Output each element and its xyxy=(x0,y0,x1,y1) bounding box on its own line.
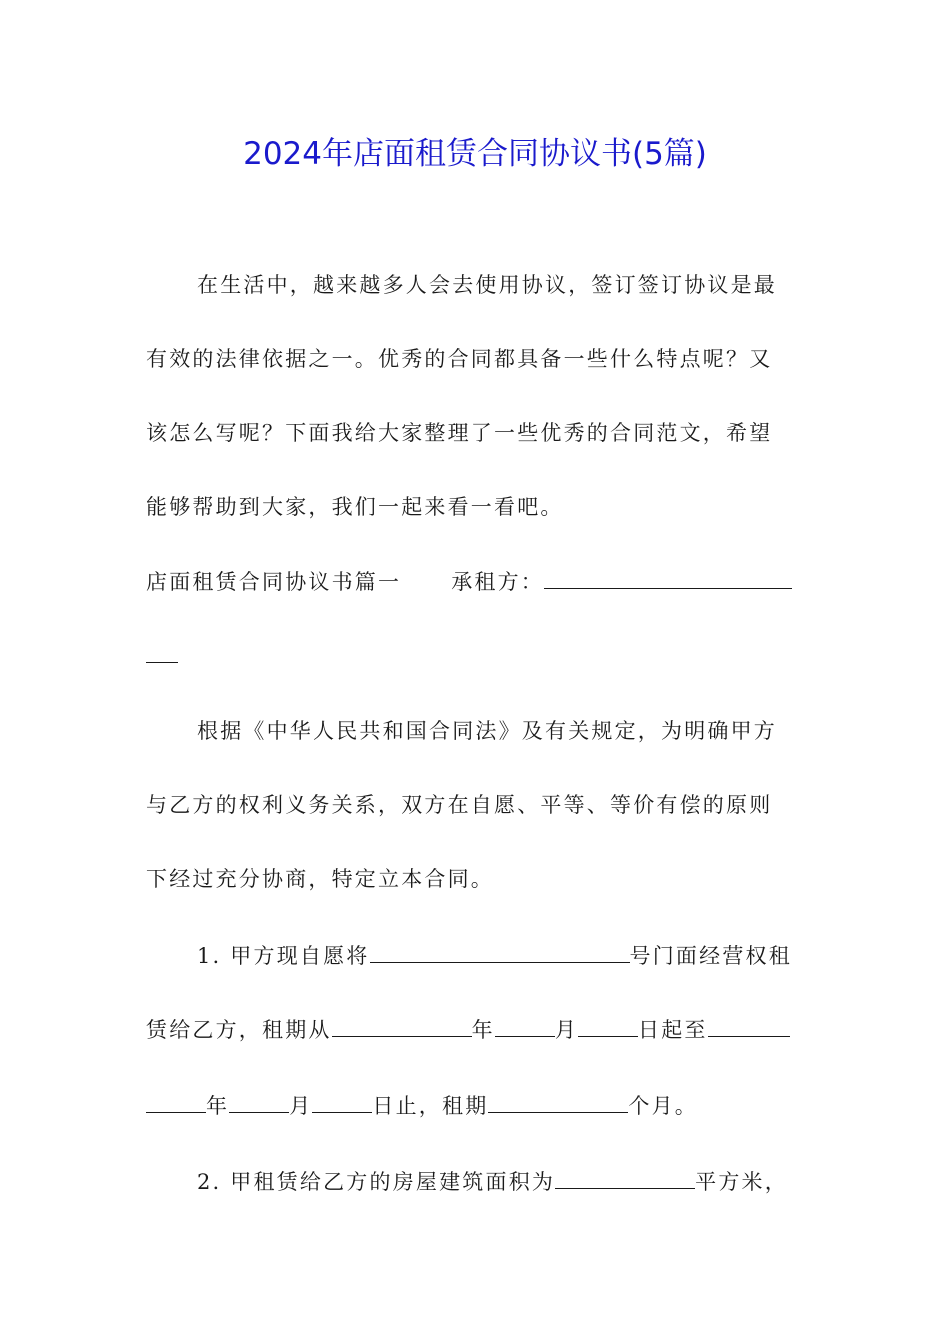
lessee-blank-continued-line xyxy=(146,640,806,671)
document-title: 2024年店面租赁合同协议书(5篇) xyxy=(243,136,707,172)
year-label: 年 xyxy=(471,1018,495,1042)
end-day-blank[interactable] xyxy=(312,1090,372,1113)
clause2-line-1 xyxy=(197,1166,807,1197)
basis-line-3: 下经过充分协商，特定立本合同。 xyxy=(146,867,494,891)
start-year-blank[interactable] xyxy=(332,1014,472,1037)
intro-line-1: 在生活中，越来越多人会去使用协议，签订签订协议是最 xyxy=(197,273,777,297)
basis-line-1: 根据《中华人民共和国合同法》及有关规定，为明确甲方 xyxy=(197,719,777,743)
section-heading: 店面租赁合同协议书篇一 xyxy=(146,570,402,594)
basis-line-2: 与乙方的权利义务关系，双方在自愿、平等、等价有偿的原则 xyxy=(146,793,773,817)
lessee-label: 承租方： xyxy=(451,570,545,594)
clause1-suffix: 号门面经营权租 xyxy=(629,944,792,968)
area-blank[interactable] xyxy=(555,1166,695,1189)
section-heading-line xyxy=(146,566,806,597)
clause2-prefix: 2. 甲租赁给乙方的房屋建筑面积为 xyxy=(197,1170,556,1194)
month-label: 月 xyxy=(554,1018,579,1042)
lessee-blank-continued[interactable] xyxy=(146,640,178,663)
intro-line-3: 该怎么写呢？下面我给大家整理了一些优秀的合同范文，希望 xyxy=(146,421,773,445)
end-year-blank[interactable] xyxy=(708,1014,790,1037)
day-from-label: 日起至 xyxy=(638,1018,708,1042)
end-month-blank[interactable] xyxy=(229,1090,289,1113)
lease-from-label: 赁给乙方，租期从 xyxy=(146,1018,332,1042)
lease-months-blank[interactable] xyxy=(488,1090,628,1113)
clause1-prefix: 1. 甲方现自愿将 xyxy=(197,944,370,968)
lessee-blank[interactable] xyxy=(544,566,792,589)
clause1-line-2 xyxy=(146,1014,806,1045)
end-year-blank-continued[interactable] xyxy=(146,1090,206,1113)
day-to-label: 日止，租期 xyxy=(372,1094,489,1118)
clause1-line-3 xyxy=(146,1090,806,1121)
months-label: 个月。 xyxy=(628,1094,699,1118)
clause2-suffix: 平方米， xyxy=(695,1170,788,1194)
start-day-blank[interactable] xyxy=(578,1014,638,1037)
shop-number-blank[interactable] xyxy=(370,940,630,963)
start-month-blank[interactable] xyxy=(495,1014,555,1037)
year-label-2: 年 xyxy=(206,1094,230,1118)
intro-line-4: 能够帮助到大家，我们一起来看一看吧。 xyxy=(146,495,564,519)
month-label-2: 月 xyxy=(289,1094,313,1118)
intro-line-2: 有效的法律依据之一。优秀的合同都具备一些什么特点呢？又 xyxy=(146,347,773,371)
clause1-line-1 xyxy=(197,940,807,971)
